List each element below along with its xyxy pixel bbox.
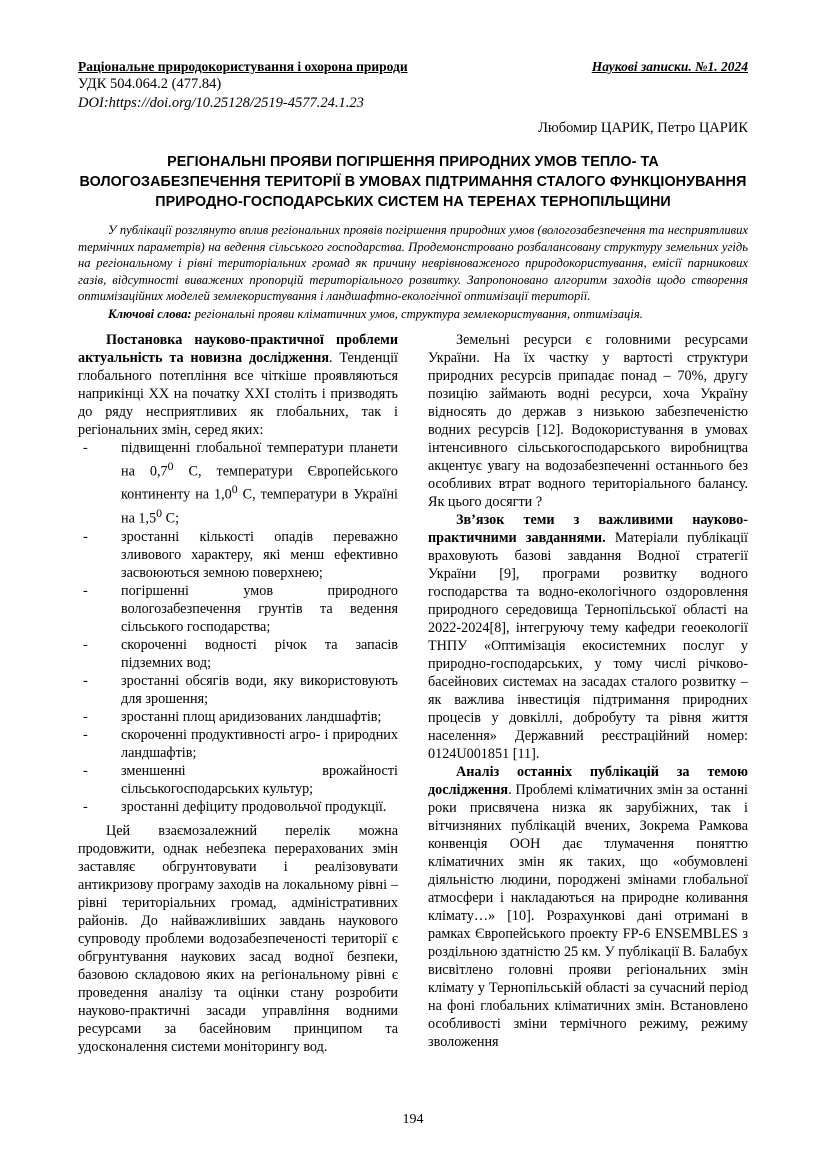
doi-link[interactable]: DOI:https://doi.org/10.25128/2519-4577.24.1.23: [78, 95, 364, 111]
list-item: - скороченні водності річок та запасів підземних вод;: [78, 636, 398, 672]
body-columns: [78, 331, 748, 1056]
page-number: 194: [402, 1112, 424, 1127]
list-item: - скороченні продуктивності агро- і природних ландшафтів;: [78, 726, 398, 762]
relevance-text: Матеріали публікації враховують базові завдання Водної стратегії України [9], програми розвитку водного господарства та водно-екологічного оздоровлення природного середовища Тернопільської області на 2022-2024[8], інтегруючу тему кафедри геоекології ТНПУ «Оптимізація екосистемних послуг у природно-господарських, у тому числі річково-басейнових системах на засадах сталого розвитку – як важлива інвестиція підтримання природних процесів у довкіллі, добробуту та рівня життя населення» Державний реєстраційний номер: 0124U001851 [11].: [428, 529, 749, 762]
list-item: - зростанні дефіциту продовольчої продукції.: [78, 798, 398, 816]
literature-review-text: . Проблемі кліматичних змін за останні роки присвячена низка як зарубіжних, так і вітчизняних публікацій вчених, Зокрема Рамкова конвенція ООН дає тлумачення поняттю кліматичних змін як таких, що «обумовлені діяльністю людини, породжені змінами глобальної атмосфери і накладаються на природне коливання клімату…» [10]. Розрахункові дані отримані в рамках Європейського проекту FP-6 ENSEMBLES з роздільною здатністю 25 км. У публікації В. Балабух висвітлено головні прояви регіональних змін клімату у Тернопільській області за сучасний період на фоні глобальних кліматичних змін. Встановлено особливості зміни термічного режиму, режиму зволоження: [428, 781, 748, 1050]
list-item: - зменшенні врожайності сільськогосподарських культур;: [78, 762, 398, 798]
running-header: [78, 58, 748, 75]
section-heading-problem: Постановка науково-практичної проблеми актуальність та новизна дослідження: [78, 331, 398, 366]
problem-statement-text: . Тенденції глобального потепління все чіткіше проявляються наприкінці ХХ на початку ХХІ століть і призводять до ряду несприятливих як глобальних, так і регіональних змін, серед яких:: [78, 349, 399, 438]
authors: Любомир ЦАРИК, Петро ЦАРИК: [538, 120, 748, 136]
journal-section: Раціональне природокористування і охорона природи: [78, 59, 408, 74]
list-item: - зростанні кількості опадів переважно зливового характеру, які менш ефективно засвоюються земною поверхнею;: [78, 528, 398, 582]
journal-issue: Наукові записки. №1. 2024: [591, 59, 748, 74]
degree-superscript: 0: [156, 506, 163, 521]
keywords: [78, 306, 748, 323]
left-column: [78, 331, 398, 1056]
list-item-text: С, температури в Україні на 1,5: [121, 487, 398, 527]
changes-list: [78, 439, 398, 816]
paper-title: РЕГІОНАЛЬНІ ПРОЯВИ ПОГІРШЕННЯ ПРИРОДНИХ УМОВ ТЕПЛО- ТА ВОЛОГОЗАБЕЗПЕЧЕННЯ ТЕРИТОРІЇ В УМОВАХ ПІДТРИМАННЯ СТАЛОГО ФУНКЦІОНУВАННЯ ПРИРОДНО-ГОСПОДАРСЬКИХ СИСТЕМ НА ТЕРЕНАХ ТЕРНОПІЛЬЩИНИ: [79, 154, 747, 210]
section-heading-relevance: Зв’язок теми з важливими науково-практичними завданнями.: [428, 511, 748, 546]
problem-statement-paragraph: [78, 331, 398, 439]
paper-page: [78, 58, 748, 1056]
body-paragraph: Цей взаємозалежний перелік можна продовжити, однак небезпека перерахованих змін заставляє обгрунтовувати і реалізовувати антикризову програму заходів на локальному рівні – рівні територіальних громад, адміністративних районів. До найважливіших завдань наукового супроводу проблеми водозабезпеченості території є обгрунтування наукових засад водної безпеки, базовою складовою яких на регіональному рівні є проведення аналізу та оцінки стану розробити науково-практичні засади управління водними ресурсами за басейновим принципом та удосконалення системи моніторингу вод.: [78, 822, 398, 1055]
list-item: - погіршенні умов природного вологозабезпечення грунтів та ведення сільського господарства;: [78, 582, 398, 636]
list-item: - зростанні обсягів води, яку використовують для зрошення;: [78, 672, 398, 708]
list-item: [78, 439, 398, 528]
degree-superscript: 0: [231, 482, 238, 497]
body-paragraph: Земельні ресурси є головними ресурсами України. На їх частку у вартості структури природних ресурсів припадає понад – 70%, другу позицію займають водні ресурси, хоча Україну відносять до держав з низькою забезпеченістю водних ресурсів [12]. Водокористування в умовах інтенсивного сільськогосподарського виробництва акцентує увагу на водозабезпеченні останнього без особливих втрат водного територіального балансу. Як цього досягти ?: [428, 331, 748, 510]
keywords-text: регіональні прояви кліматичних умов, структура землекористування, оптимізація.: [191, 306, 643, 321]
abstract: У публікації розглянуто вплив регіональних проявів погіршення природних умов (вологозабезпечення та несприятливих термічних параметрів) на ведення сільського господарства. Продемонстровано розбалансовану структуру земельних угідь на регіональному і рівні територіальних громад як причину неврівноваженого природокористування, емісії парникових газів, відсутності виважених пропорцій територіального розвитку. Запропоновано алгоритм заходів щодо створення оптимізаційних моделей землекористування і ландшафтно-екологічної оптимізації території.: [78, 223, 748, 304]
degree-superscript: 0: [167, 458, 174, 473]
list-item-text: підвищенні глобальної температури планети на 0,7: [121, 439, 398, 480]
keywords-label: Ключові слова:: [108, 306, 192, 321]
list-item: - зростанні площ аридизованих ландшафтів;: [78, 708, 398, 726]
relevance-paragraph: [428, 511, 748, 763]
list-item-text: С, температури Європейського континенту на 1,0: [121, 463, 398, 504]
literature-review-paragraph: [428, 763, 748, 1051]
udk-code: УДК 504.064.2 (477.84): [78, 76, 222, 92]
list-item-text: С;: [162, 510, 180, 527]
section-heading-literature: Аналіз останніх публікацій за темою дослідження: [428, 763, 748, 798]
right-column: [428, 331, 748, 1056]
